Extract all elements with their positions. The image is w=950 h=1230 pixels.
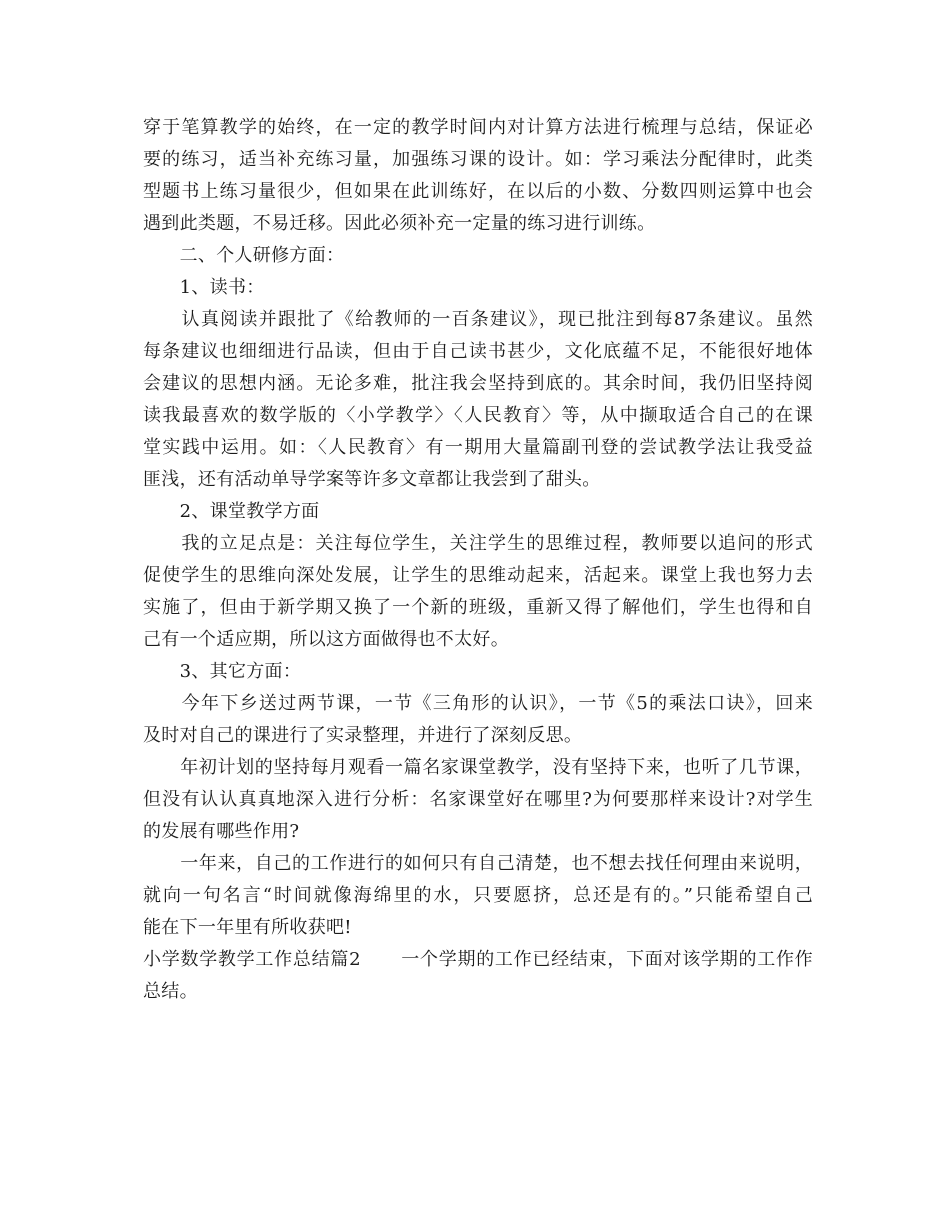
document-line: 我的立足点是：关注每位学生，关注学生的思维过程，教师要以追问的形式	[143, 533, 813, 554]
document-line: 一年来，自己的工作进行的如何只有自己清楚，也不想去找任何理由来说明，	[143, 853, 813, 874]
document-line: 就向一句名言“时间就像海绵里的水，只要愿挤，总还是有的。”只能希望自己	[143, 885, 813, 906]
document-line: 要的练习，适当补充练习量，加强练习课的设计。如：学习乘法分配律时，此类	[143, 149, 813, 170]
document-line: 2、课堂教学方面	[143, 501, 320, 522]
closing-line	[143, 944, 813, 976]
document-line: 每条建议也细细进行品读，但由于自己读书甚少，文化底蕴不足，不能很好地体	[143, 341, 813, 362]
document-line: 实施了，但由于新学期又换了一个新的班级，重新又得了解他们，学生也得和自	[143, 597, 813, 618]
document-line: 己有一个适应期，所以这方面做得也不太好。	[143, 629, 509, 650]
document-line: 今年下乡送过两节课，一节《三角形的认识》，一节《5的乘法口诀》，回来	[143, 693, 813, 714]
document-line: 总结。	[143, 981, 198, 1002]
document-line: 3、其它方面：	[143, 661, 302, 682]
document-line: 1、读书：	[143, 277, 265, 298]
document-line: 但没有认认真真地深入进行分析：名家课堂好在哪里?为何要那样来设计?对学生	[143, 789, 813, 810]
document-line: 型题书上练习量很少，但如果在此训练好，在以后的小数、分数四则运算中也会	[143, 181, 813, 202]
document-body	[143, 112, 813, 1008]
document-line: 能在下一年里有所收获吧!	[143, 917, 352, 938]
document-line: 二、个人研修方面：	[143, 245, 345, 266]
document-line: 认真阅读并跟批了《给教师的一百条建议》，现已批注到每87条建议。虽然	[143, 309, 813, 330]
section-title: 小学数学教学工作总结篇2	[143, 949, 361, 970]
document-line: 遇到此类题，不易迁移。因此必须补充一定量的练习进行训练。	[143, 213, 656, 234]
section-lead-text: 一个学期的工作已经结束，下面对该学期的工作作	[400, 949, 813, 970]
document-line: 堂实践中运用。如：〈人民教育〉有一期用大量篇副刊登的尝试教学法让我受益	[143, 437, 813, 458]
document-line: 的发展有哪些作用?	[143, 821, 300, 842]
document-line: 年初计划的坚持每月观看一篇名家课堂教学，没有坚持下来，也听了几节课，	[143, 757, 813, 778]
document-line: 促使学生的思维向深处发展，让学生的思维动起来，活起来。课堂上我也努力去	[143, 565, 813, 586]
document-line: 穿于笔算教学的始终，在一定的教学时间内对计算方法进行梳理与总结，保证必	[143, 117, 813, 138]
document-line: 读我最喜欢的数学版的〈小学教学〉〈人民教育〉等，从中撷取适合自己的在课	[143, 405, 813, 426]
document-line: 及时对自己的课进行了实录整理，并进行了深刻反思。	[143, 725, 583, 746]
document-line: 会建议的思想内涵。无论多难，批注我会坚持到底的。其余时间，我仍旧坚持阅	[143, 373, 813, 394]
document-line: 匪浅，还有活动单导学案等许多文章都让我尝到了甜头。	[143, 469, 601, 490]
